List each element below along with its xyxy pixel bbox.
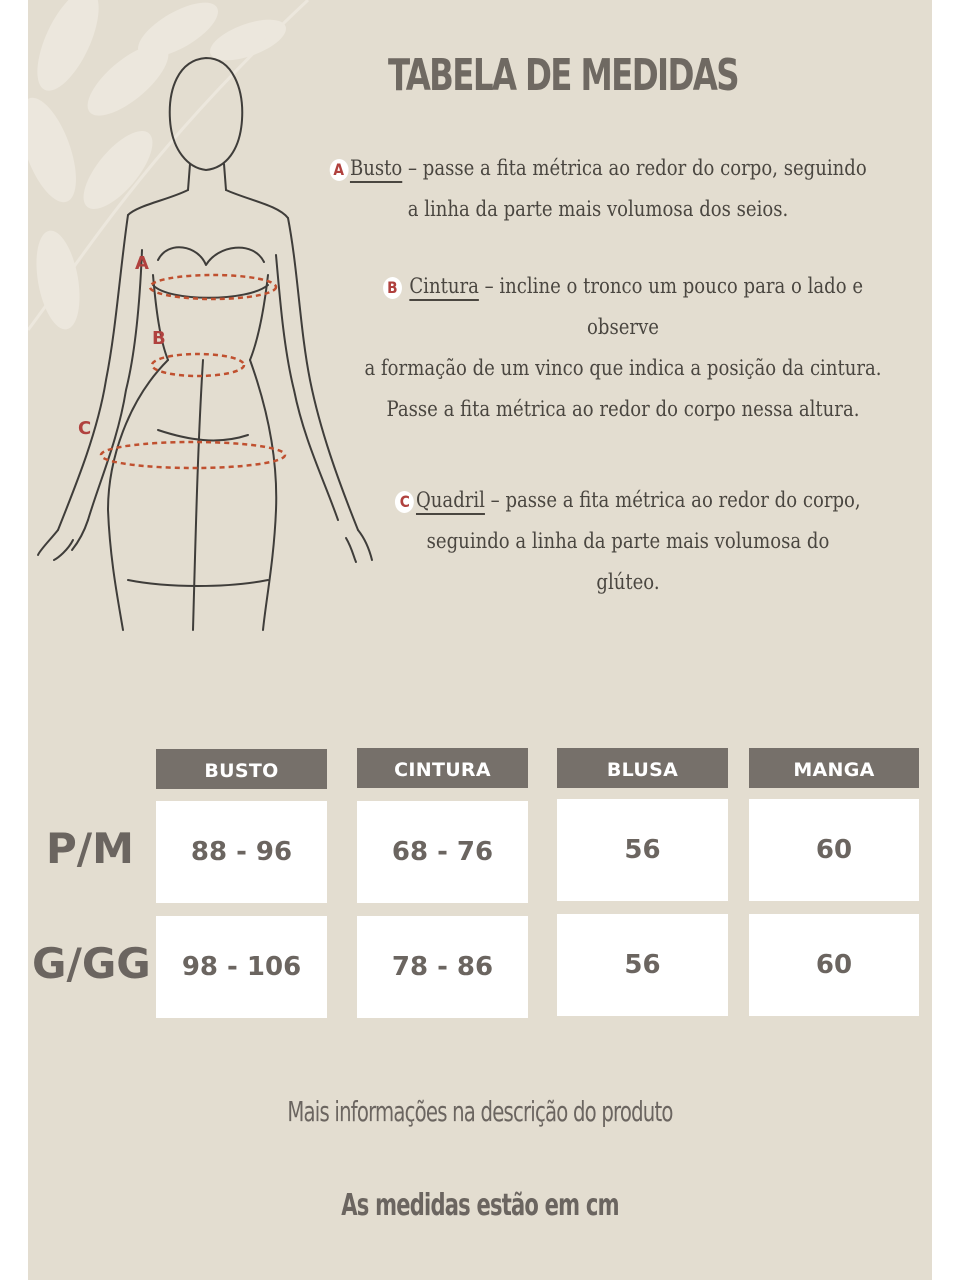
letter-b-badge: B: [383, 277, 402, 299]
column-header-busto: BUSTO: [156, 749, 327, 789]
cell-pm-blusa: 56: [557, 799, 728, 901]
column-header-manga: MANGA: [749, 748, 919, 788]
measure-busto-text-1: – passe a fita métrica ao redor do corpo, seguindo: [402, 156, 867, 180]
measure-busto-text-2: a linha da parte mais volumosa dos seios.: [407, 197, 789, 221]
column-header-cintura: CINTURA: [357, 748, 528, 788]
measure-quadril-line-1: [370, 480, 886, 521]
measure-cintura-text-2: observe: [587, 315, 659, 339]
measure-quadril-desc: [370, 480, 886, 603]
measure-quadril-text-1: – passe a fita métrica ao redor do corpo,: [484, 488, 861, 512]
measure-cintura-desc: [352, 266, 894, 430]
size-chart-page: [28, 0, 932, 1280]
cell-ggg-blusa: 56: [557, 914, 728, 1016]
row-label-ggg: G/GG: [32, 939, 151, 988]
measure-cintura-text-3: a formação de um vinco que indica a posição da cintura.: [364, 356, 882, 380]
more-info-text: Mais informações na descrição do produto: [287, 1095, 673, 1128]
cell-pm-manga: 60: [749, 799, 919, 901]
page-title: TABELA DE MEDIDAS: [388, 50, 738, 101]
cell-ggg-manga: 60: [749, 914, 919, 1016]
cell-ggg-cintura: 78 - 86: [357, 916, 528, 1018]
cell-pm-busto: 88 - 96: [156, 801, 327, 903]
cell-ggg-busto: 98 - 106: [156, 916, 327, 1018]
column-header-blusa: BLUSA: [557, 748, 728, 788]
figure-letter-b: B: [152, 328, 166, 349]
figure-letter-c: C: [78, 418, 92, 439]
measure-quadril-text-2: seguindo a linha da parte mais volumosa do: [426, 529, 830, 553]
cell-pm-cintura: 68 - 76: [357, 801, 528, 903]
figure-letter-a: A: [135, 253, 149, 274]
measure-cintura-text-1: – incline o tronco um pouco para o lado e: [478, 274, 864, 298]
letter-c-badge: C: [395, 491, 414, 513]
units-note: As medidas estão em cm: [341, 1188, 619, 1223]
measure-cintura-text-4: Passe a fita métrica ao redor do corpo nessa altura.: [386, 397, 860, 421]
row-label-pm: P/M: [46, 824, 134, 873]
measure-cintura-line-1: [352, 266, 894, 307]
measure-busto-term: Busto: [349, 156, 403, 180]
letter-a-badge: A: [329, 159, 348, 181]
measure-busto-desc: [314, 148, 882, 230]
measure-quadril-text-3: glúteo.: [596, 570, 660, 594]
body-sketch-illustration: [28, 40, 388, 640]
measure-busto-line-1: [314, 148, 882, 189]
measure-cintura-term: Cintura: [409, 274, 479, 298]
measure-quadril-term: Quadril: [415, 488, 485, 512]
